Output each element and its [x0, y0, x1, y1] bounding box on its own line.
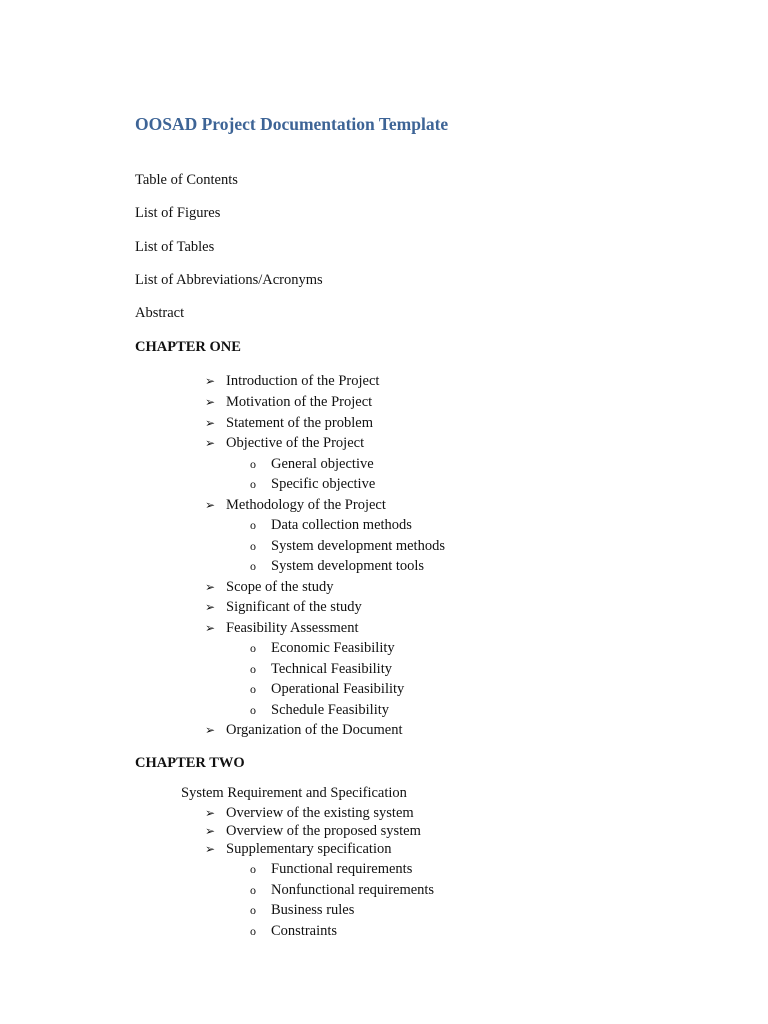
front-matter-item: List of Tables	[135, 239, 215, 255]
outline-item-text: Data collection methods	[271, 517, 412, 533]
outline-item-text: Feasibility Assessment	[226, 620, 359, 636]
circle-bullet-icon: o	[250, 924, 256, 938]
outline-item-text: Nonfunctional requirements	[271, 882, 435, 898]
circle-bullet-icon: o	[250, 539, 256, 553]
outline-item-text: Statement of the problem	[226, 415, 373, 431]
outline-item-text: Organization of the Document	[226, 722, 403, 738]
document-title: OOSAD Project Documentation Template	[135, 114, 449, 134]
arrowhead-bullet-icon: ➢	[205, 498, 216, 512]
outline-item-text: Overview of the proposed system	[226, 823, 421, 839]
arrowhead-bullet-icon: ➢	[205, 374, 216, 388]
arrowhead-bullet-icon: ➢	[205, 806, 216, 820]
front-matter-item: List of Abbreviations/Acronyms	[135, 272, 323, 288]
outline-item-text: Supplementary specification	[226, 841, 392, 857]
arrowhead-bullet-icon: ➢	[205, 416, 216, 430]
outline-item-text: Functional requirements	[271, 861, 413, 877]
chapter-two-heading: CHAPTER TWO	[135, 755, 245, 771]
arrowhead-bullet-icon: ➢	[205, 723, 216, 737]
circle-bullet-icon: o	[250, 883, 256, 897]
circle-bullet-icon: o	[250, 682, 256, 696]
outline-item-text: Constraints	[271, 923, 338, 939]
circle-bullet-icon: o	[250, 518, 256, 532]
front-matter-item: Abstract	[135, 305, 185, 321]
outline-item-text: Scope of the study	[226, 579, 334, 595]
arrowhead-bullet-icon: ➢	[205, 621, 216, 635]
arrowhead-bullet-icon: ➢	[205, 580, 216, 594]
circle-bullet-icon: o	[250, 457, 256, 471]
circle-bullet-icon: o	[250, 903, 256, 917]
front-matter-item: Table of Contents	[135, 172, 238, 188]
outline-item-text: System development tools	[271, 558, 425, 574]
front-matter-item: List of Figures	[135, 205, 221, 221]
arrowhead-bullet-icon: ➢	[205, 600, 216, 614]
chapter-two-subheading: System Requirement and Specification	[181, 785, 407, 801]
outline-item-text: Significant of the study	[226, 599, 362, 615]
outline-item-text: System development methods	[271, 538, 445, 554]
circle-bullet-icon: o	[250, 862, 256, 876]
arrowhead-bullet-icon: ➢	[205, 842, 216, 856]
outline-item-text: Objective of the Project	[226, 435, 365, 451]
outline-item-text: Overview of the existing system	[226, 805, 414, 821]
outline-item-text: Economic Feasibility	[271, 640, 395, 656]
arrowhead-bullet-icon: ➢	[205, 824, 216, 838]
circle-bullet-icon: o	[250, 477, 256, 491]
circle-bullet-icon: o	[250, 559, 256, 573]
circle-bullet-icon: o	[250, 662, 256, 676]
outline-item-text: Business rules	[271, 902, 355, 918]
outline-item-text: Schedule Feasibility	[271, 702, 389, 718]
outline-item-text: Operational Feasibility	[271, 681, 405, 697]
outline-item-text: Specific objective	[271, 476, 376, 492]
chapter-one-heading: CHAPTER ONE	[135, 339, 241, 355]
circle-bullet-icon: o	[250, 641, 256, 655]
circle-bullet-icon: o	[250, 703, 256, 717]
arrowhead-bullet-icon: ➢	[205, 395, 216, 409]
outline-item-text: Introduction of the Project	[226, 373, 380, 389]
outline-item-text: Technical Feasibility	[271, 661, 392, 677]
outline-item-text: Methodology of the Project	[226, 497, 386, 513]
outline-item-text: Motivation of the Project	[226, 394, 373, 410]
outline-item-text: General objective	[271, 456, 374, 472]
arrowhead-bullet-icon: ➢	[205, 436, 216, 450]
